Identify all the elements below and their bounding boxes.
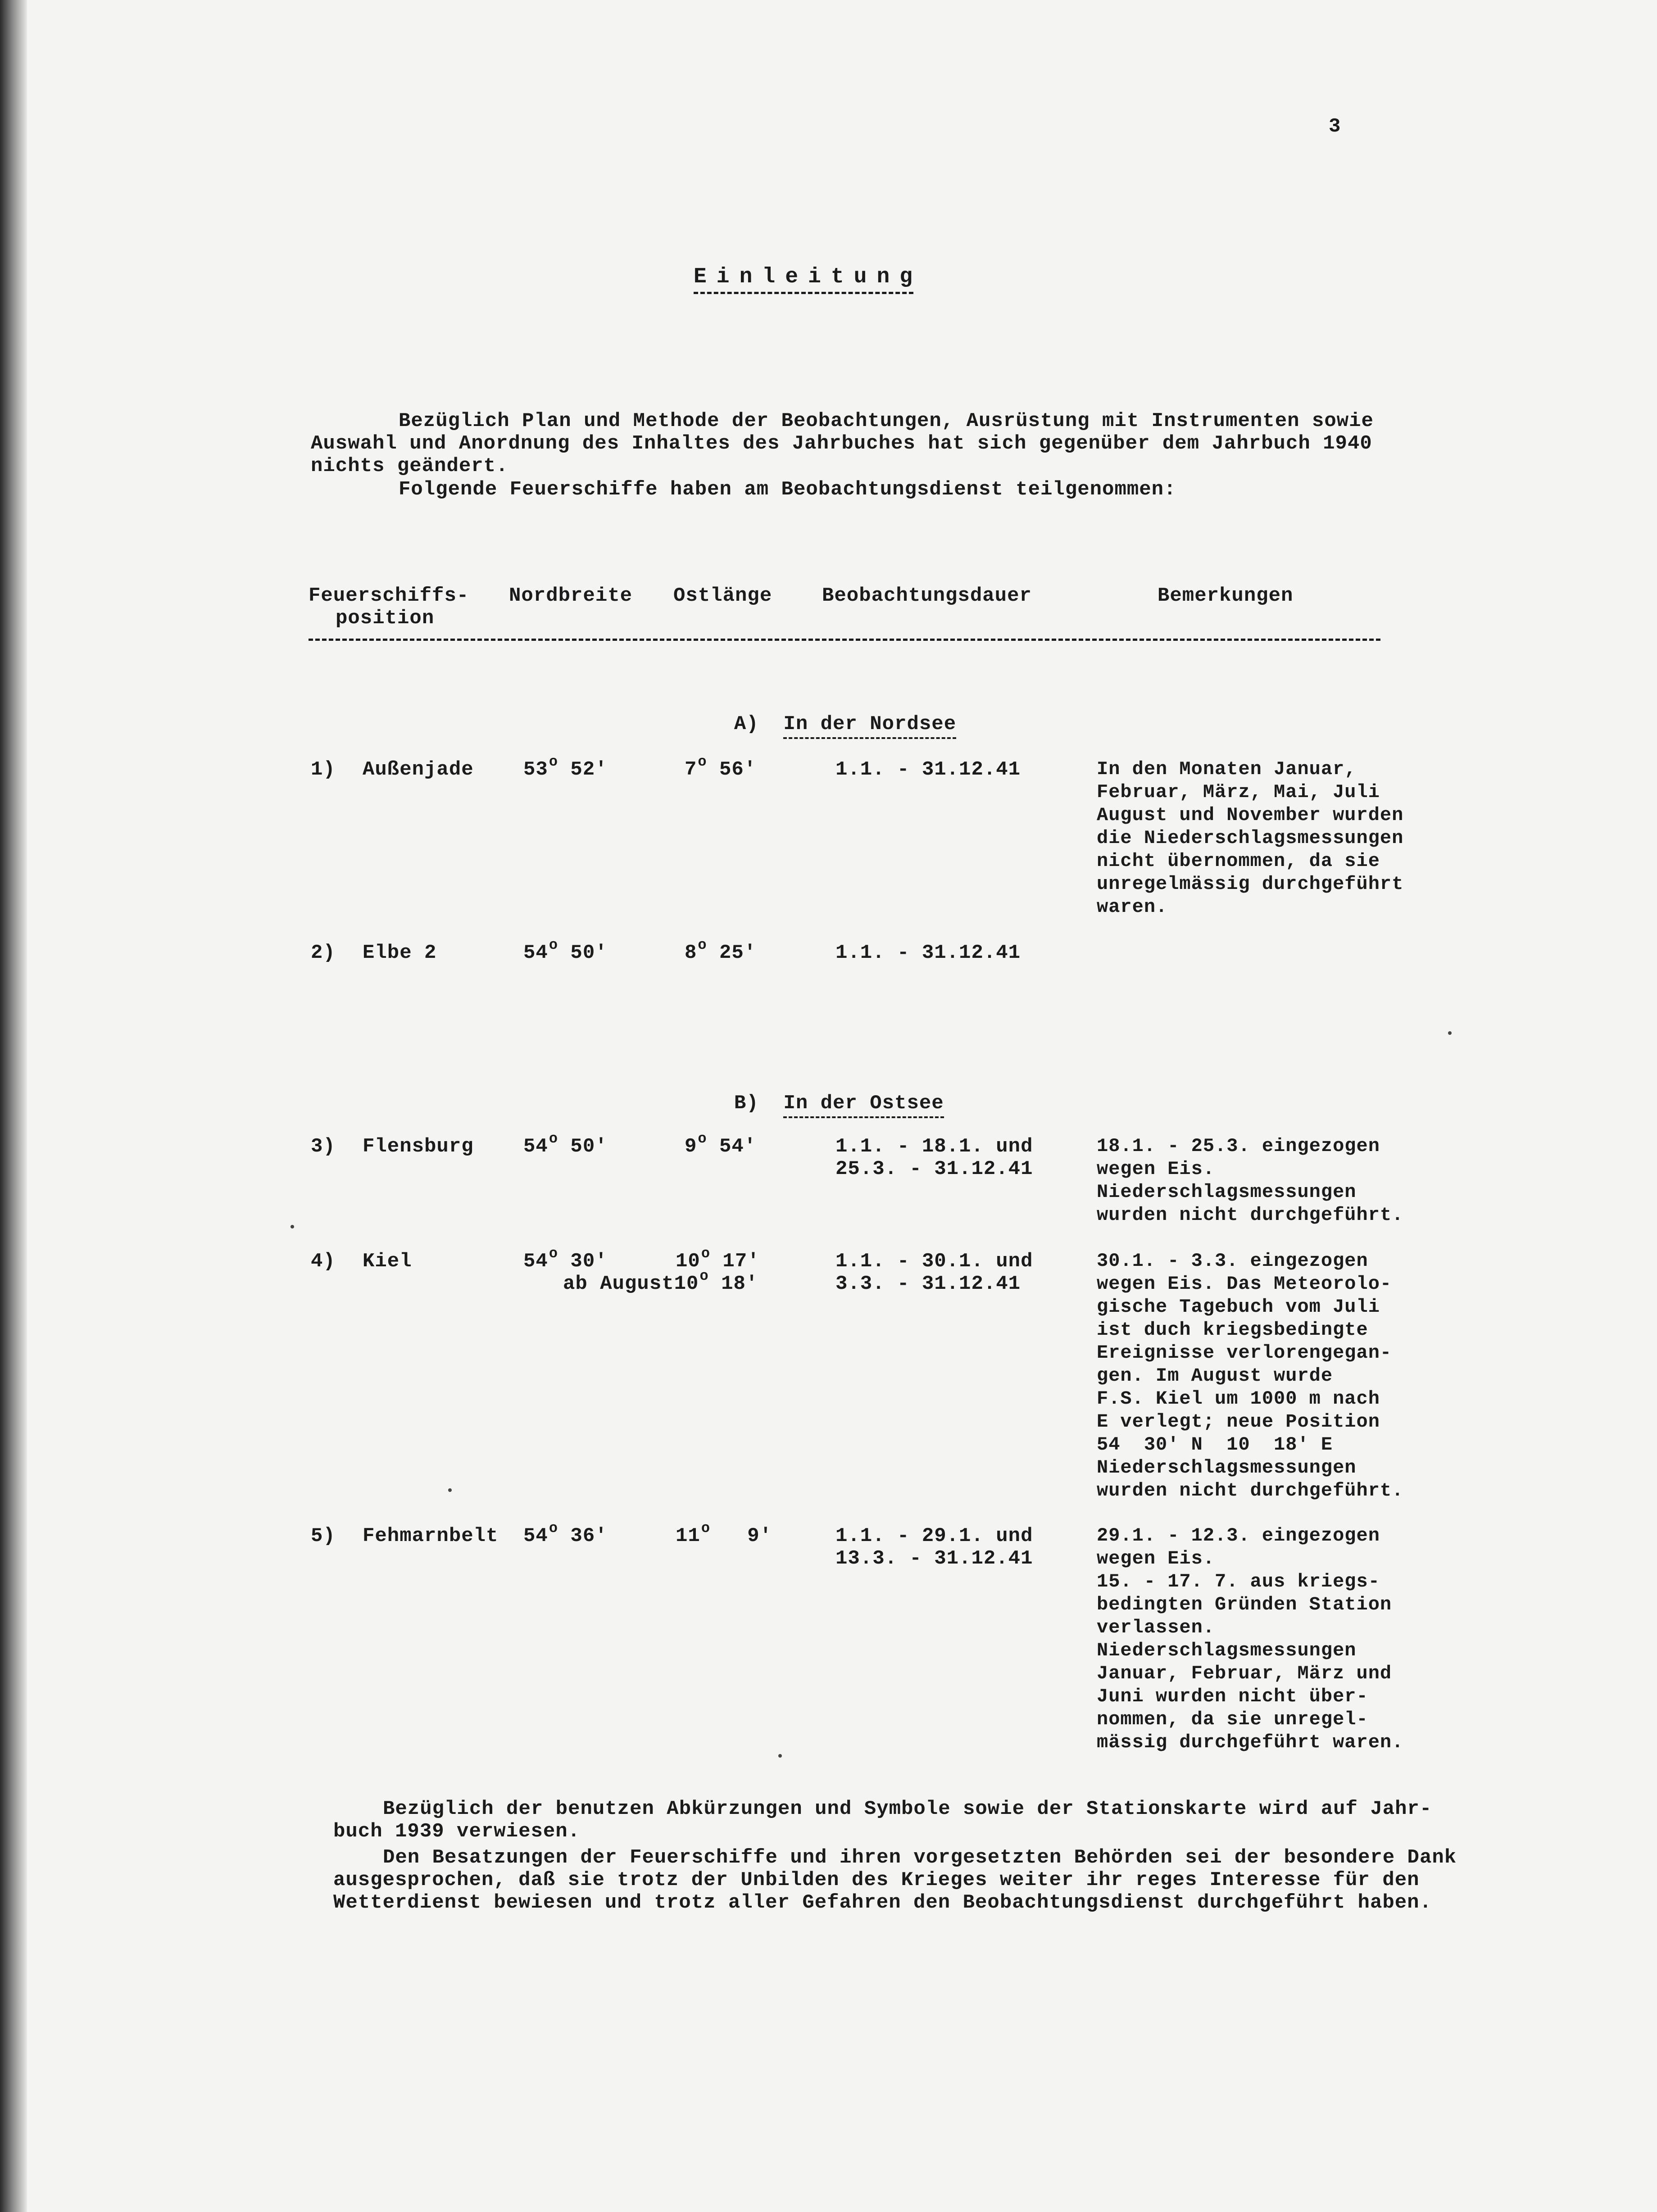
lat-note: ab August xyxy=(563,1273,674,1295)
degree-sign: o xyxy=(698,937,707,953)
lat-deg: 54 xyxy=(523,1250,548,1273)
degree-sign: o xyxy=(701,1520,711,1537)
row-5-lat xyxy=(523,1520,608,1549)
degree-sign: o xyxy=(699,1268,709,1284)
title-underline xyxy=(694,292,913,294)
row-3-name: Flensburg xyxy=(363,1135,474,1158)
lon-deg-2: 10 xyxy=(674,1273,699,1295)
row-4-num: 4) xyxy=(311,1250,336,1273)
row-1-num: 1) xyxy=(311,758,336,781)
row-4-lon xyxy=(676,1245,760,1274)
section-letter: B) xyxy=(734,1092,759,1115)
scan-speck xyxy=(448,1488,452,1492)
row-5-num: 5) xyxy=(311,1525,336,1547)
lon-min: 56' xyxy=(719,758,757,781)
closing-line-1: Bezüglich der benutzen Abkürzungen und Symbole sowie der Stationskarte wird auf Jahr- xyxy=(383,1798,1432,1820)
row-5-dauer-2: 13.3. - 31.12.41 xyxy=(835,1547,1033,1570)
closing-line-2: buch 1939 verwiesen. xyxy=(333,1820,581,1843)
page-number: 3 xyxy=(1329,115,1341,138)
row-3-lat xyxy=(523,1130,608,1160)
row-3-dauer-1: 1.1. - 18.1. und xyxy=(835,1135,1033,1158)
header-rule xyxy=(309,639,1380,641)
row-1-remarks: In den Monaten Januar, Februar, März, Mai, Juli August und November wurden die Niederschlagsmessungen nicht übernommen, da sie unregelmässig durchgeführt waren. xyxy=(1097,758,1404,918)
row-1-lon xyxy=(685,753,757,783)
row-5-lon xyxy=(676,1520,772,1549)
header-nordbreite: Nordbreite xyxy=(509,585,633,607)
lon-deg: 8 xyxy=(685,942,697,964)
row-2-lon xyxy=(685,937,757,966)
intro-line-1: Bezüglich Plan und Methode der Beobachtungen, Ausrüstung mit Instrumenten sowie xyxy=(399,410,1374,432)
lat-deg: 54 xyxy=(523,1525,548,1547)
header-position-1: Feuerschiffs- xyxy=(309,585,469,607)
page-title xyxy=(694,265,922,289)
row-3-num: 3) xyxy=(311,1135,336,1158)
header-position-2: position xyxy=(336,607,435,630)
row-4-name: Kiel xyxy=(363,1250,412,1273)
closing-line-3: Den Besatzungen der Feuerschiffe und ihren vorgesetzten Behörden sei der besondere Dank xyxy=(383,1846,1457,1869)
lat-min: 52' xyxy=(570,758,608,781)
row-5-dauer-1: 1.1. - 29.1. und xyxy=(835,1525,1033,1547)
row-2-lat xyxy=(523,937,608,966)
header-dauer: Beobachtungsdauer xyxy=(822,585,1032,607)
row-2-num: 2) xyxy=(311,942,336,964)
closing-line-5: Wetterdienst bewiesen und trotz aller Gefahren den Beobachtungsdienst durchgeführt haben. xyxy=(333,1891,1432,1914)
section-letter: A) xyxy=(734,713,759,735)
intro-line-3: nichts geändert. xyxy=(311,455,508,477)
lat-min: 50' xyxy=(570,942,608,964)
lat-min: 30' xyxy=(570,1250,608,1273)
degree-sign: o xyxy=(549,1520,558,1537)
lon-deg: 10 xyxy=(676,1250,700,1273)
lon-min: 54' xyxy=(719,1135,757,1158)
row-5-remarks: 29.1. - 12.3. eingezogen wegen Eis. 15. - 17. 7. aus kriegs- bedingten Gründen Station verlassen. Niederschlagsmessungen Januar, Februar, März und Juni wurden nicht über- nommen, da sie unregel- mässig durchgeführt waren. xyxy=(1097,1525,1404,1753)
degree-sign: o xyxy=(549,1130,558,1147)
scan-speck xyxy=(1448,1031,1452,1035)
header-ostlaenge: Ostlänge xyxy=(673,585,772,607)
lon-deg: 7 xyxy=(685,758,697,781)
degree-sign: o xyxy=(698,1130,707,1147)
row-1-lat xyxy=(523,753,608,783)
row-3-dauer-2: 25.3. - 31.12.41 xyxy=(835,1158,1033,1180)
row-3-remarks: 18.1. - 25.3. eingezogen wegen Eis. Niederschlagsmessungen wurden nicht durchgeführt. xyxy=(1097,1135,1404,1226)
row-4-dauer-1: 1.1. - 30.1. und xyxy=(835,1250,1033,1273)
section-name: In der Ostsee xyxy=(783,1092,944,1118)
degree-sign: o xyxy=(701,1245,711,1262)
closing-line-4: ausgesprochen, daß sie trotz der Unbilden des Krieges weiter ihr reges Interesse für den xyxy=(333,1869,1420,1891)
lon-min-2: 18' xyxy=(721,1273,758,1295)
lon-min: 17' xyxy=(722,1250,760,1273)
title-text: Einleitung xyxy=(694,265,923,289)
degree-sign: o xyxy=(698,753,707,770)
lat-deg: 53 xyxy=(523,758,548,781)
row-2-name: Elbe 2 xyxy=(363,942,437,964)
intro-line-4: Folgende Feuerschiffe haben am Beobachtungsdienst teilgenommen: xyxy=(399,478,1176,501)
row-1-name: Außenjade xyxy=(363,758,474,781)
intro-line-2: Auswahl und Anordnung des Inhaltes des Jahrbuches hat sich gegenüber dem Jahrbuch 1940 xyxy=(311,432,1372,455)
section-name: In der Nordsee xyxy=(783,713,956,739)
lat-deg: 54 xyxy=(523,942,548,964)
row-5-name: Fehmarnbelt xyxy=(363,1525,499,1547)
degree-sign: o xyxy=(549,1245,558,1262)
row-4-dauer-2: 3.3. - 31.12.41 xyxy=(835,1273,1021,1295)
lat-min: 50' xyxy=(570,1135,608,1158)
lon-min: 9' xyxy=(747,1525,772,1547)
scan-speck xyxy=(778,1754,782,1758)
row-1-dauer: 1.1. - 31.12.41 xyxy=(835,758,1021,781)
section-ostsee xyxy=(709,1068,944,1115)
lat-min: 36' xyxy=(570,1525,608,1547)
lat-deg: 54 xyxy=(523,1135,548,1158)
header-bemerkungen: Bemerkungen xyxy=(1158,585,1294,607)
degree-sign: o xyxy=(549,937,558,953)
lon-deg: 9 xyxy=(685,1135,697,1158)
lon-min: 25' xyxy=(719,942,757,964)
row-4-lat-note xyxy=(563,1268,758,1297)
scan-page-edge xyxy=(0,0,27,2212)
row-3-lon xyxy=(685,1130,757,1160)
row-4-lat xyxy=(523,1245,608,1274)
lon-deg: 11 xyxy=(676,1525,700,1547)
section-nordsee xyxy=(709,689,956,736)
scan-speck xyxy=(291,1225,294,1228)
row-2-dauer: 1.1. - 31.12.41 xyxy=(835,942,1021,964)
degree-sign: o xyxy=(549,753,558,770)
row-4-remarks: 30.1. - 3.3. eingezogen wegen Eis. Das Meteorolo- gische Tagebuch vom Juli ist duch kriegsbedingte Ereignisse verlorengegan- gen. Im August wurde F.S. Kiel um 1000 m nach E verlegt; neue Position 54 30' N 10 18' E Niederschlagsmessungen wurden nicht durchgeführt. xyxy=(1097,1250,1404,1501)
